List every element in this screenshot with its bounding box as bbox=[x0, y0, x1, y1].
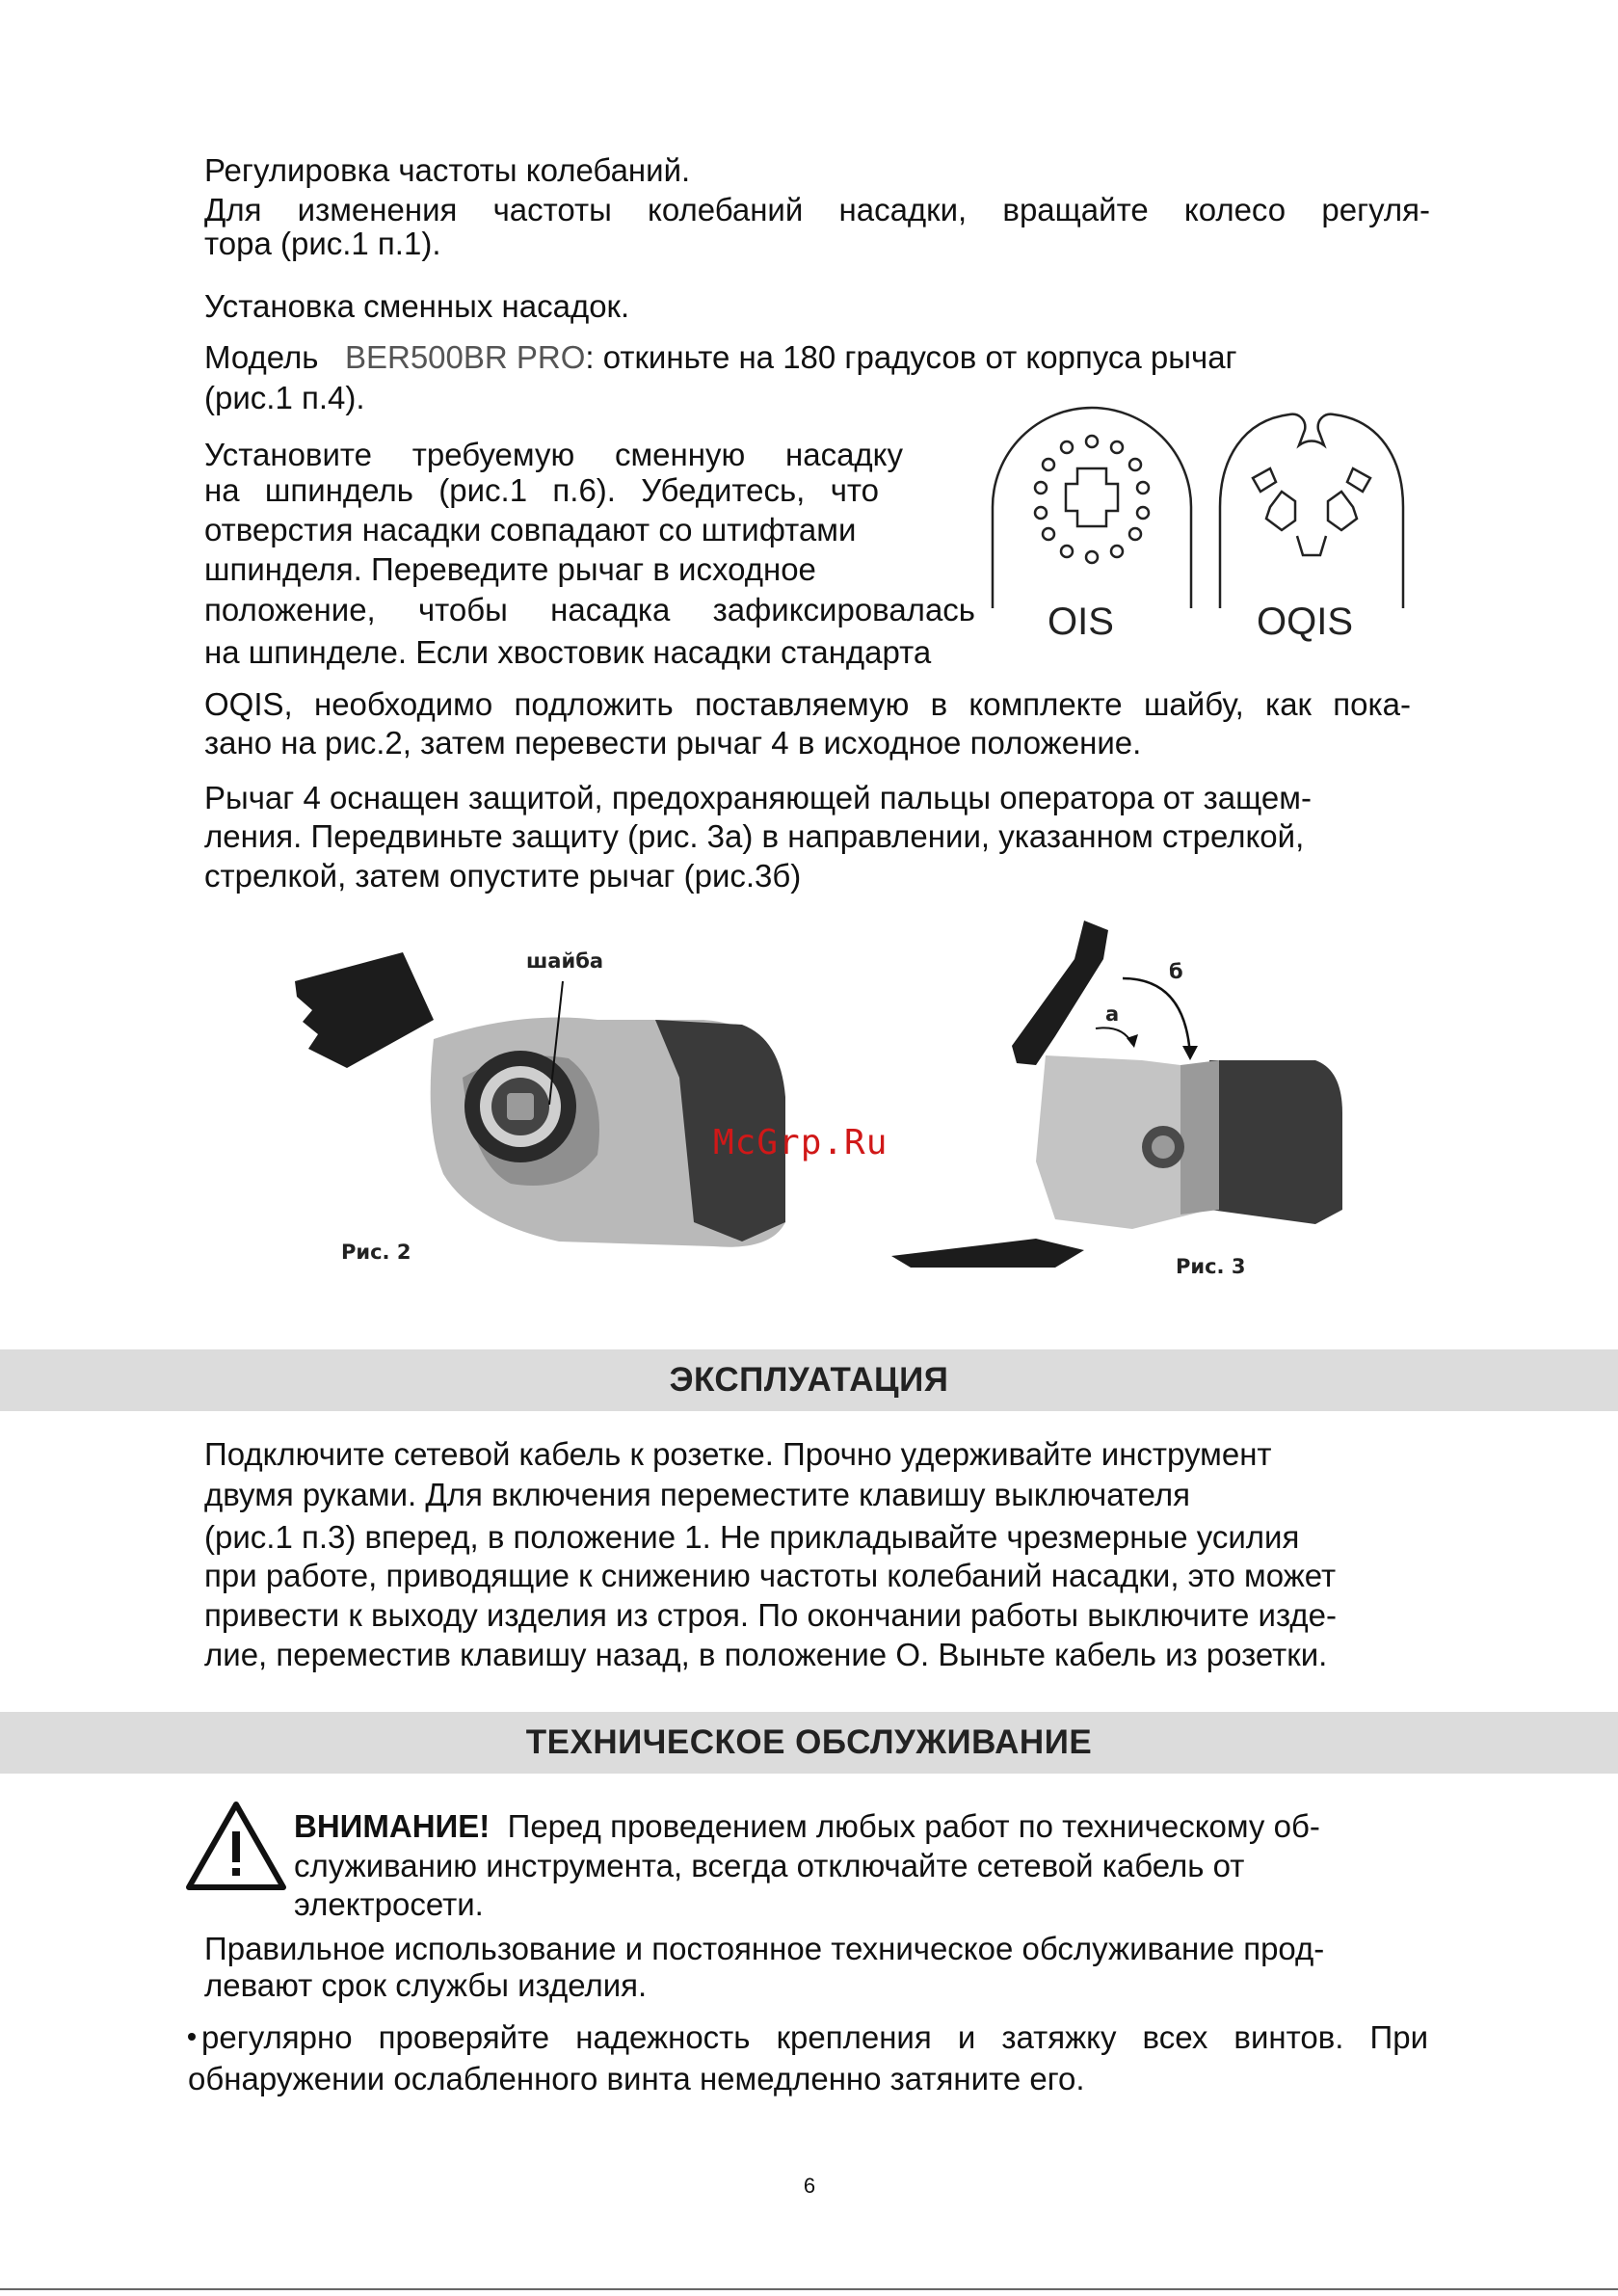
warning-text-1: Перед проведением любых работ по техническому об- bbox=[507, 1808, 1320, 1844]
full-line-1: OQIS, необходимо подложить поставляемую в комплекте шайбу, как пока- bbox=[204, 686, 1411, 722]
operation-line-4: при работе, приводящие к снижению частоты колебаний насадки, это может bbox=[204, 1558, 1337, 1593]
operation-line-1: Подключите сетевой кабель к розетке. Прочно удерживайте инструмент bbox=[204, 1436, 1272, 1472]
install-model-line-2: (рис.1 п.4). bbox=[204, 380, 365, 415]
warning-line-3: электросети. bbox=[294, 1886, 484, 1922]
ois-label: OIS bbox=[1048, 601, 1114, 643]
full-line-2: зано на рис.2, затем перевести рычаг 4 в исходное положение. bbox=[204, 725, 1142, 761]
wrap-line-6: на шпинделе. Если хвостовик насадки стандарта bbox=[204, 634, 932, 670]
washer-callout: шайба bbox=[526, 949, 604, 973]
model-prefix: Модель bbox=[204, 339, 319, 375]
label-b: б bbox=[1169, 960, 1183, 983]
blade bbox=[891, 1239, 1084, 1268]
photo-fig2 bbox=[289, 933, 790, 1270]
model-name: BER500BR PRO bbox=[344, 339, 586, 375]
fig3-caption: Рис. 3 bbox=[1176, 1255, 1246, 1278]
install-title: Установка сменных насадок. bbox=[204, 288, 630, 324]
shank-figure bbox=[981, 391, 1434, 652]
wrap-line-5: положение, чтобы насадка зафиксировалась bbox=[204, 592, 975, 627]
ois-shank bbox=[993, 408, 1191, 608]
bullet-line-1 bbox=[188, 2017, 1428, 2057]
lever-line-1: Рычаг 4 оснащен защитой, предохраняющей пальцы оператора от защем- bbox=[204, 780, 1312, 815]
warning-triangle-icon bbox=[185, 1801, 287, 1891]
warning-line-2: служиванию инструмента, всегда отключайте сетевой кабель от bbox=[294, 1848, 1245, 1883]
maintenance-heading: ТЕХНИЧЕСКОЕ ОБСЛУЖИВАНИЕ bbox=[525, 1723, 1093, 1761]
operation-line-2: двумя руками. Для включения переместите клавишу выключателя bbox=[204, 1477, 1190, 1512]
operation-line-3: (рис.1 п.3) вперед, в положение 1. Не прикладывайте чрезмерные усилия bbox=[204, 1519, 1300, 1555]
arrow-a bbox=[1096, 1028, 1132, 1044]
label-a: а bbox=[1105, 1002, 1120, 1026]
warning-label: ВНИМАНИЕ! bbox=[294, 1808, 491, 1844]
model-text: : откиньте на 180 градусов от корпуса рычаг bbox=[585, 339, 1237, 375]
oqis-shank bbox=[1220, 414, 1403, 608]
wrap-line-3: отверстия насадки совпадают со штифтами bbox=[204, 512, 857, 547]
maintenance-para-2: левают срок службы изделия. bbox=[204, 1967, 648, 2003]
bottom-edge-line bbox=[0, 2288, 1618, 2290]
operation-heading: ЭКСПЛУАТАЦИЯ bbox=[669, 1361, 949, 1399]
blade bbox=[295, 952, 434, 1068]
bullet-icon bbox=[188, 2033, 196, 2041]
lever bbox=[1012, 921, 1108, 1065]
fig2-caption: Рис. 2 bbox=[341, 1241, 411, 1264]
wrap-line-2: на шпиндель (рис.1 п.6). Убедитесь, что bbox=[204, 472, 879, 508]
install-model-line bbox=[204, 337, 1237, 377]
adjust-title: Регулировка частоты колебаний. bbox=[204, 152, 691, 188]
page-number: 6 bbox=[803, 2174, 816, 2198]
adjust-line-1: Для изменения частоты колебаний насадки, вращайте колесо регуля- bbox=[204, 192, 1430, 227]
bullet-line-2: обнаружении ослабленного винта немедленно затяните его. bbox=[188, 2061, 1085, 2096]
lever-line-3: стрелкой, затем опустите рычаг (рис.3б) bbox=[204, 858, 802, 894]
oqis-label: OQIS bbox=[1257, 601, 1354, 643]
bullet-text-1: регулярно проверяйте надежность крепления и затяжку всех винтов. При bbox=[201, 2019, 1428, 2055]
photo-fig3 bbox=[891, 921, 1344, 1292]
operation-line-6: лие, переместив клавишу назад, в положение О. Выньте кабель из розетки. bbox=[204, 1637, 1328, 1672]
operation-line-5: привести к выходу изделия из строя. По окончании работы выключите изде- bbox=[204, 1597, 1337, 1633]
watermark: McGrp.Ru bbox=[713, 1123, 889, 1162]
warning-line-1 bbox=[294, 1806, 1320, 1846]
maintenance-para-1: Правильное использование и постоянное техническое обслуживание прод- bbox=[204, 1931, 1325, 1966]
lever-line-2: ления. Передвиньте защиту (рис. 3а) в направлении, указанном стрелкой, bbox=[204, 818, 1305, 854]
wrap-line-1: Установите требуемую сменную насадку bbox=[204, 437, 903, 472]
operation-heading-bar bbox=[0, 1349, 1618, 1411]
wrap-line-4: шпинделя. Переведите рычаг в исходное bbox=[204, 551, 816, 587]
adjust-line-2: тора (рис.1 п.1). bbox=[204, 226, 441, 261]
maintenance-heading-bar bbox=[0, 1712, 1618, 1774]
